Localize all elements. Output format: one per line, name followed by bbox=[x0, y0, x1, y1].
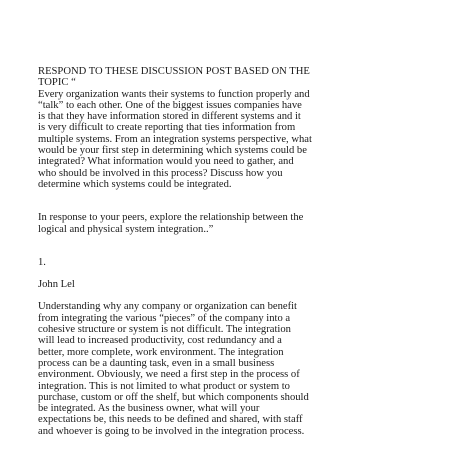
heading-line: RESPOND TO THESE DISCUSSION POST BASED ON THE bbox=[38, 66, 310, 77]
document-body bbox=[38, 66, 416, 437]
prompt-line: multiple systems. From an integration systems perspective, what bbox=[38, 133, 312, 145]
response-line: expectations be, this needs to be defined and shared, with staff bbox=[38, 414, 303, 426]
prompt-line: would be your first step in determining which systems could be bbox=[38, 145, 307, 157]
prompt-line: integrated? What information would you need to gather, and bbox=[38, 156, 294, 168]
response-line: and whoever is going to be involved in the integration process. bbox=[38, 425, 305, 437]
response-line: process can be a daunting task, even in a small business bbox=[38, 357, 275, 369]
peers-line: logical and physical system integration..” bbox=[38, 223, 214, 235]
heading-line: TOPIC “ bbox=[38, 77, 76, 89]
prompt-line: Every organization wants their systems to function properly and bbox=[38, 88, 310, 100]
prompt-line: who should be involved in this process? Discuss how you bbox=[38, 167, 283, 179]
item-number: 1. bbox=[38, 256, 46, 268]
response-line: purchase, custom or off the shelf, but which components should bbox=[38, 391, 309, 403]
spacer bbox=[38, 190, 416, 212]
spacer bbox=[38, 268, 416, 279]
prompt-line: determine which systems could be integrated. bbox=[38, 178, 232, 190]
peers-line: In response to your peers, explore the relationship between the bbox=[38, 212, 304, 224]
response-line: be integrated. As the business owner, what will your bbox=[38, 403, 260, 415]
response-line: integration. This is not limited to what product or system to bbox=[38, 380, 290, 392]
prompt-line: is that they have information stored in different systems and it bbox=[38, 111, 301, 123]
response-line: Understanding why any company or organization can benefit bbox=[38, 301, 297, 313]
prompt-line: “talk” to each other. One of the biggest issues companies have bbox=[38, 99, 302, 111]
response-line: from integrating the various “pieces” of the company into a bbox=[38, 312, 291, 324]
prompt-line: is very difficult to create reporting that ties information from bbox=[38, 122, 296, 134]
response-line: cohesive structure or system is not difficult. The integration bbox=[38, 324, 291, 336]
spacer bbox=[38, 290, 416, 301]
response-line: environment. Obviously, we need a first step in the process of bbox=[38, 369, 300, 381]
response-line: better, more complete, work environment. The integration bbox=[38, 346, 284, 358]
response-line: will lead to increased productivity, cost redundancy and a bbox=[38, 335, 282, 347]
spacer bbox=[38, 235, 416, 257]
author-name: John Lel bbox=[38, 279, 75, 291]
